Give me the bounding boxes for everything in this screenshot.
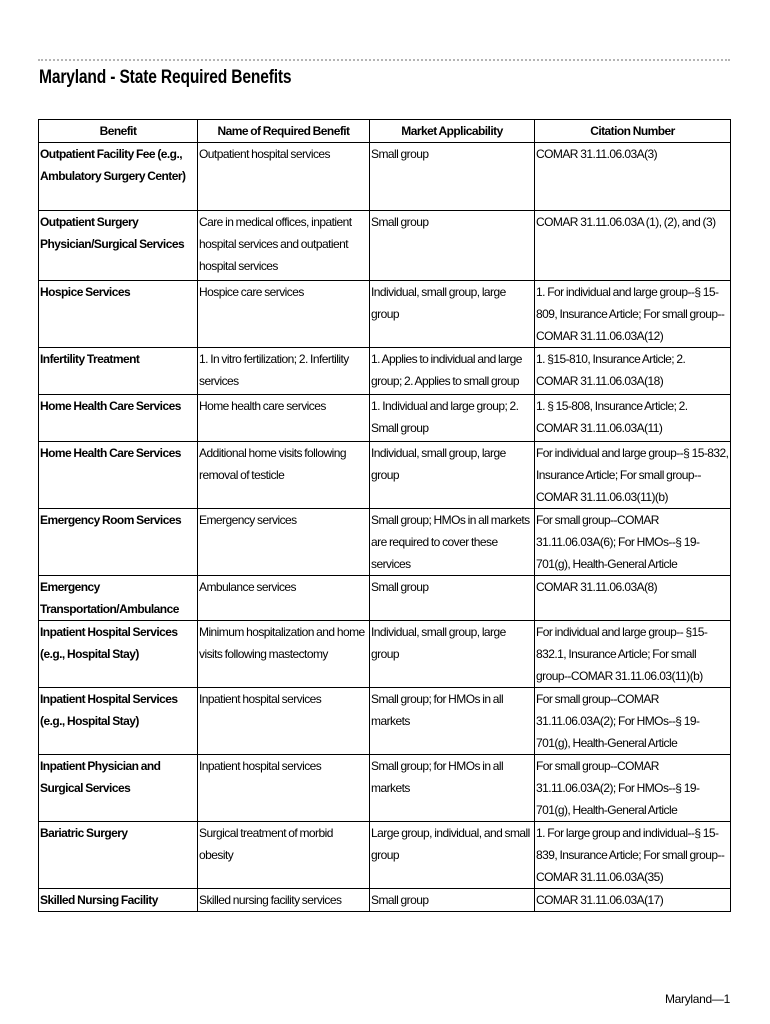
required-benefit-cell: Inpatient hospital services: [198, 755, 370, 822]
benefit-cell: Skilled Nursing Facility: [39, 889, 198, 912]
citation-number-cell: 1. For individual and large group--§ 15-809, Insurance Article; For small group-- COMAR 31.11.06.03A(12): [535, 281, 731, 348]
table-row: [39, 621, 731, 688]
citation-number-cell: For small group--COMAR 31.11.06.03A(2); For HMOs--§ 19-701(g), Health-General Article: [535, 688, 731, 755]
citation-number-cell: For small group--COMAR 31.11.06.03A(2); For HMOs--§ 19-701(g), Health-General Article: [535, 755, 731, 822]
required-benefit-cell: 1. In vitro fertilization; 2. Infertility services: [198, 348, 370, 395]
table-row: [39, 442, 731, 509]
benefit-cell: Home Health Care Services: [39, 395, 198, 442]
citation-number-cell: For individual and large group-- §15-832.1, Insurance Article; For small group--COMAR 31.11.06.03(11)(b): [535, 621, 731, 688]
table-row: [39, 576, 731, 621]
table-header-row: [39, 120, 731, 143]
benefits-table: [38, 119, 731, 912]
required-benefit-cell: Surgical treatment of morbid obesity: [198, 822, 370, 889]
benefit-cell: Inpatient Physician and Surgical Services: [39, 755, 198, 822]
market-applicability-cell: 1. Applies to individual and large group; 2. Applies to small group: [370, 348, 535, 395]
benefit-cell: Bariatric Surgery: [39, 822, 198, 889]
table-row: [39, 889, 731, 912]
market-applicability-cell: Small group: [370, 576, 535, 621]
required-benefit-cell: Minimum hospitalization and home visits following mastectomy: [198, 621, 370, 688]
table-row: [39, 211, 731, 281]
citation-number-cell: For small group--COMAR 31.11.06.03A(6); For HMOs--§ 19-701(g), Health-General Article: [535, 509, 731, 576]
table-row: [39, 688, 731, 755]
required-benefit-cell: Care in medical offices, inpatient hospital services and outpatient hospital services: [198, 211, 370, 281]
table-row: [39, 281, 731, 348]
required-benefit-cell: Inpatient hospital services: [198, 688, 370, 755]
top-dotted-rule: [38, 59, 730, 61]
table-row: [39, 143, 731, 211]
market-applicability-cell: Small group; for HMOs in all markets: [370, 755, 535, 822]
benefit-cell: Emergency Room Services: [39, 509, 198, 576]
citation-number-cell: 1. For large group and individual--§ 15-839, Insurance Article; For small group--COMAR 31.11.06.03A(35): [535, 822, 731, 889]
table-row: [39, 822, 731, 889]
column-header-name-of-required-benefit: Name of Required Benefit: [198, 120, 370, 143]
benefit-cell: Hospice Services: [39, 281, 198, 348]
required-benefit-cell: Additional home visits following removal of testicle: [198, 442, 370, 509]
required-benefit-cell: Ambulance services: [198, 576, 370, 621]
citation-number-cell: 1. § 15-808, Insurance Article; 2. COMAR 31.11.06.03A(11): [535, 395, 731, 442]
market-applicability-cell: Large group, individual, and small group: [370, 822, 535, 889]
market-applicability-cell: Individual, small group, large group: [370, 442, 535, 509]
market-applicability-cell: Small group: [370, 211, 535, 281]
market-applicability-cell: Individual, small group, large group: [370, 281, 535, 348]
benefit-cell: Home Health Care Services: [39, 442, 198, 509]
citation-number-cell: COMAR 31.11.06.03A (1), (2), and (3): [535, 211, 731, 281]
table-row: [39, 348, 731, 395]
benefit-cell: Infertility Treatment: [39, 348, 198, 395]
benefit-cell: Outpatient Facility Fee (e.g., Ambulatory Surgery Center): [39, 143, 198, 211]
table-row: [39, 395, 731, 442]
column-header-citation-number: Citation Number: [535, 120, 731, 143]
page-footer-label: Maryland—1: [664, 992, 730, 1006]
column-header-benefit: Benefit: [39, 120, 198, 143]
market-applicability-cell: 1. Individual and large group; 2. Small group: [370, 395, 535, 442]
market-applicability-cell: Small group: [370, 889, 535, 912]
required-benefit-cell: Outpatient hospital services: [198, 143, 370, 211]
required-benefit-cell: Home health care services: [198, 395, 370, 442]
citation-number-cell: COMAR 31.11.06.03A(17): [535, 889, 731, 912]
market-applicability-cell: Small group: [370, 143, 535, 211]
page-title: Maryland - State Required Benefits: [39, 67, 292, 88]
benefit-cell: Inpatient Hospital Services (e.g., Hospital Stay): [39, 621, 198, 688]
benefit-cell: Inpatient Hospital Services (e.g., Hospital Stay): [39, 688, 198, 755]
table-row: [39, 755, 731, 822]
required-benefit-cell: Hospice care services: [198, 281, 370, 348]
market-applicability-cell: Small group; HMOs in all markets are required to cover these services: [370, 509, 535, 576]
column-header-market-applicability: Market Applicability: [370, 120, 535, 143]
citation-number-cell: 1. §15-810, Insurance Article; 2. COMAR 31.11.06.03A(18): [535, 348, 731, 395]
market-applicability-cell: Small group; for HMOs in all markets: [370, 688, 535, 755]
benefit-cell: Outpatient Surgery Physician/Surgical Services: [39, 211, 198, 281]
table-row: [39, 509, 731, 576]
market-applicability-cell: Individual, small group, large group: [370, 621, 535, 688]
required-benefit-cell: Skilled nursing facility services: [198, 889, 370, 912]
citation-number-cell: COMAR 31.11.06.03A(3): [535, 143, 731, 211]
benefit-cell: Emergency Transportation/Ambulance: [39, 576, 198, 621]
citation-number-cell: For individual and large group--§ 15-832, Insurance Article; For small group--COMAR 31.11.06.03(11)(b): [535, 442, 731, 509]
required-benefit-cell: Emergency services: [198, 509, 370, 576]
citation-number-cell: COMAR 31.11.06.03A(8): [535, 576, 731, 621]
